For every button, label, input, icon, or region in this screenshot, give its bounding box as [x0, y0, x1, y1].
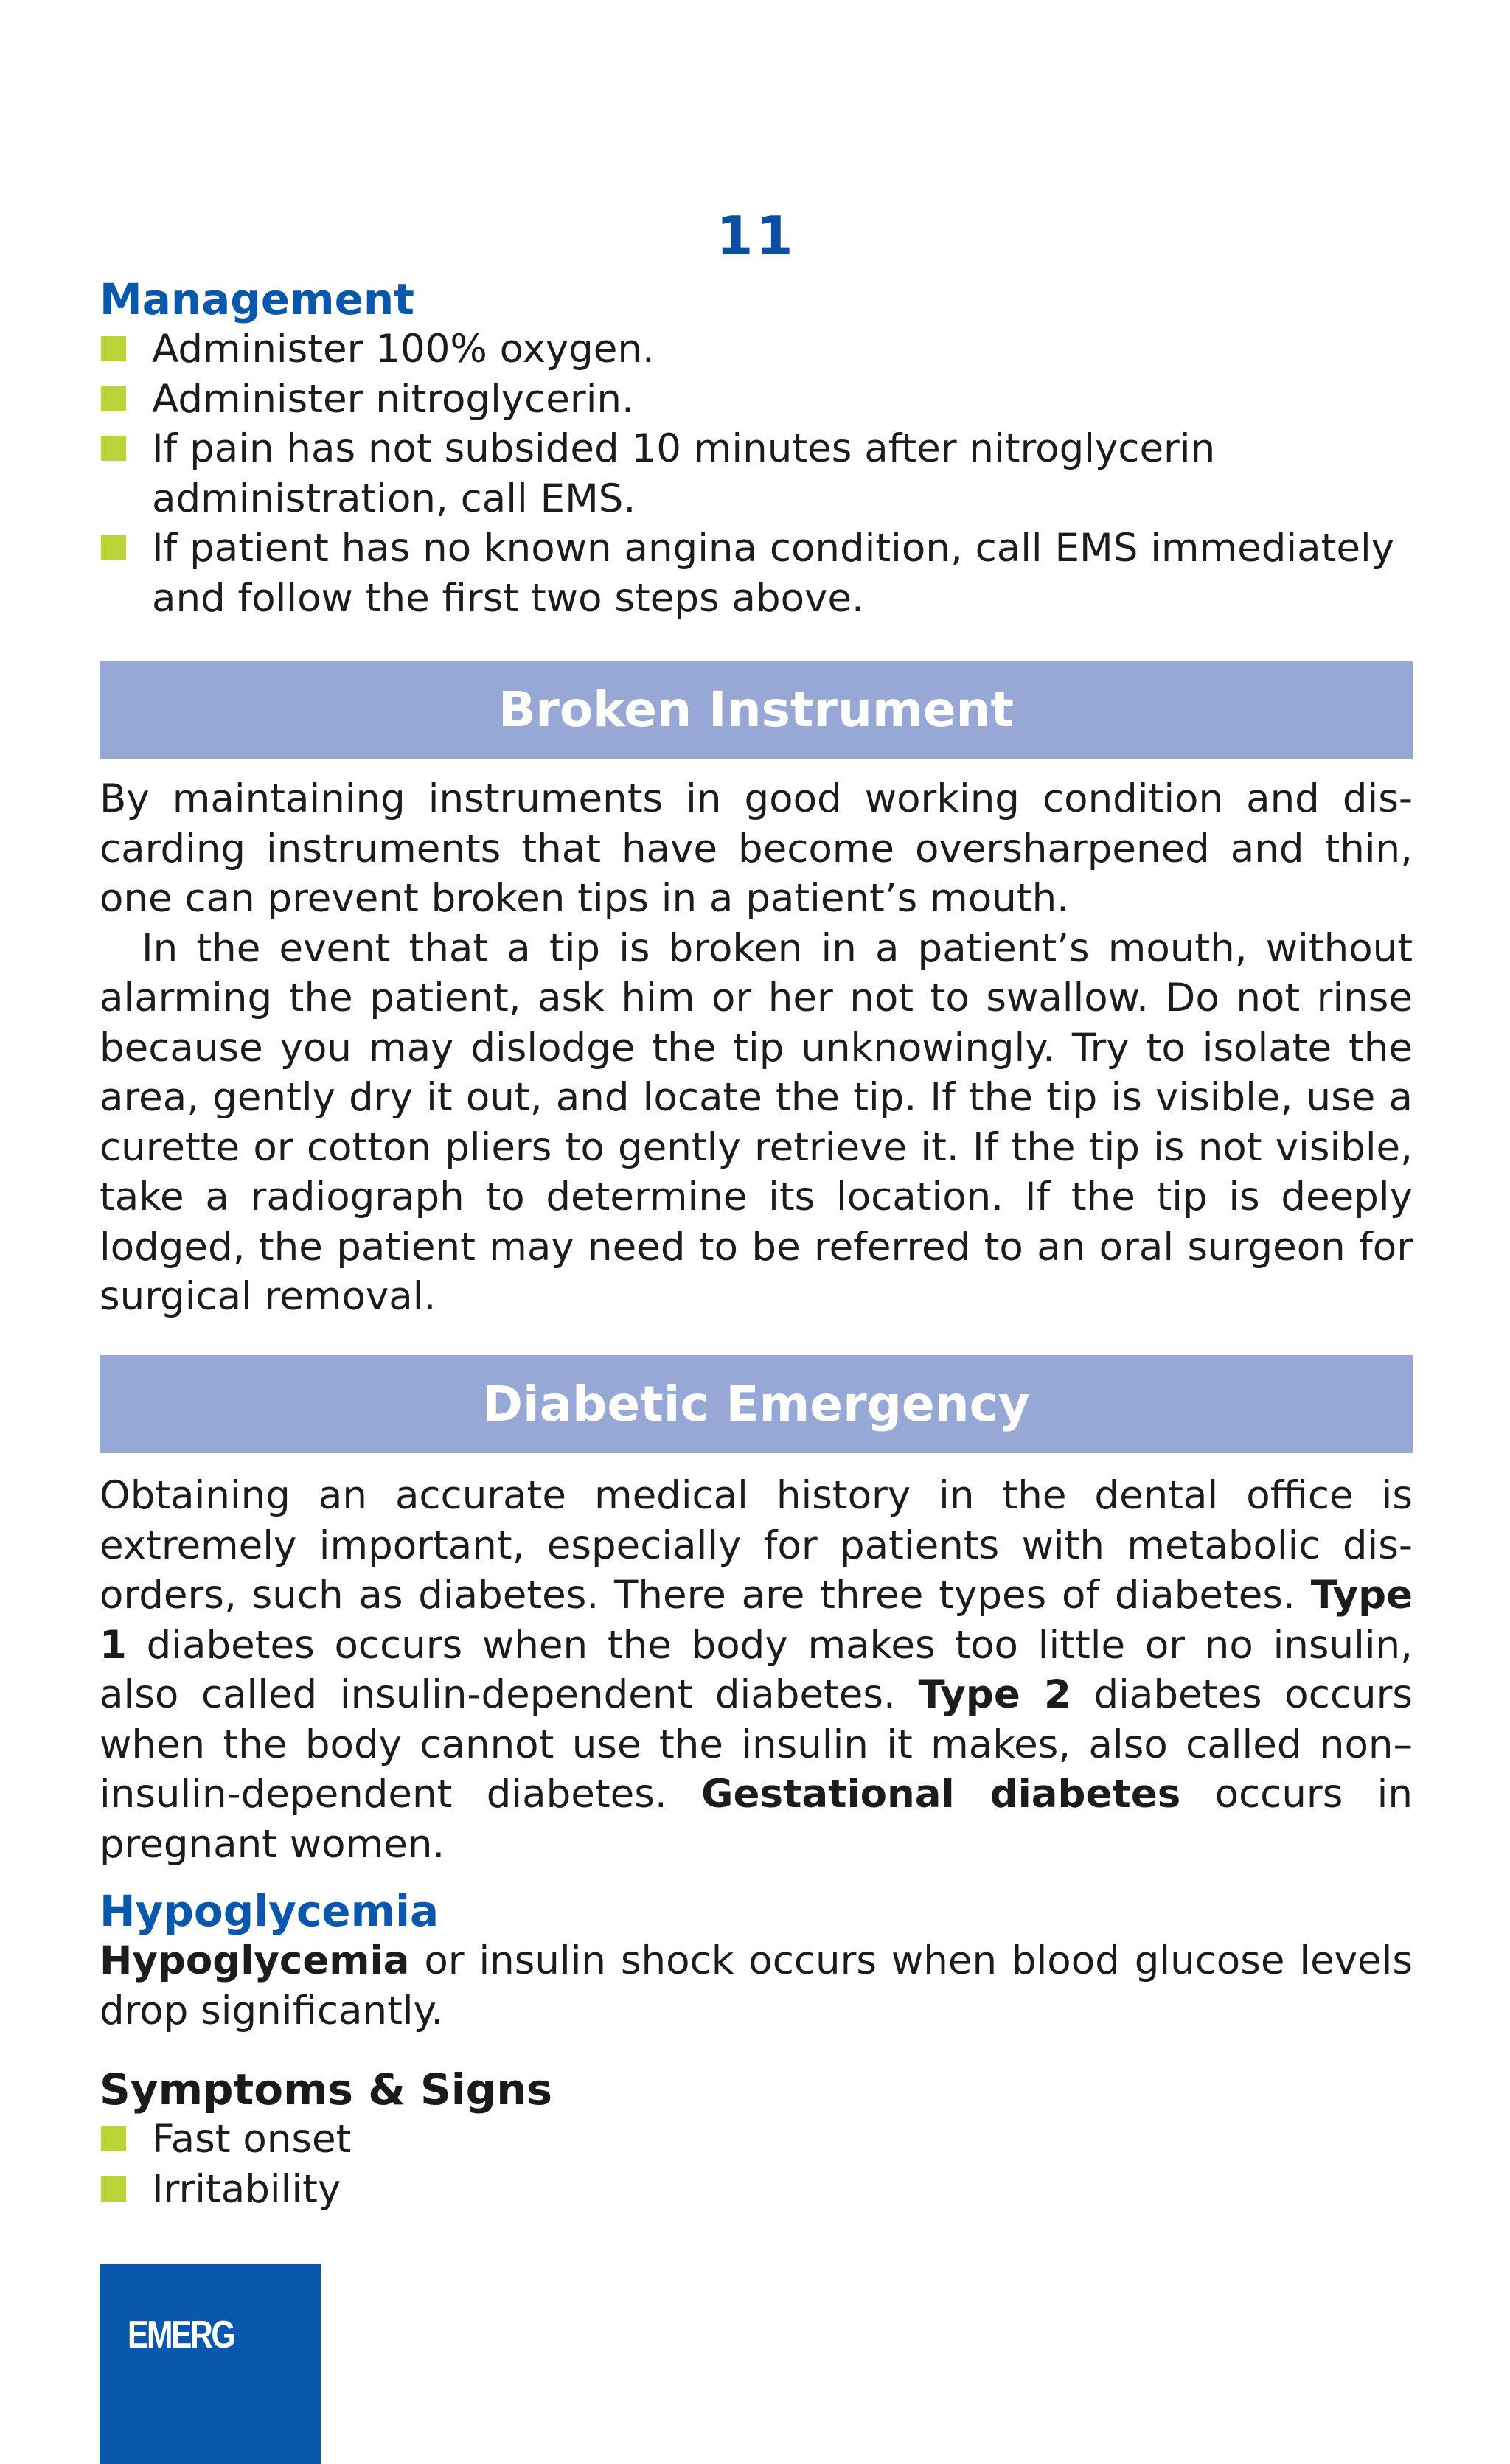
hypoglycemia-term: Hypoglycemia: [100, 1938, 410, 1983]
square-bullet-icon: [101, 2126, 126, 2151]
list-item: If pain has not subsided 10 minutes after nitroglycerin administration, call EMS.: [100, 424, 1413, 523]
list-item: If patient has no known angina condition, call EMS immediately and follow the first two steps above.: [100, 523, 1413, 623]
square-bullet-icon: [101, 386, 126, 411]
broken-instrument-section: [100, 774, 1413, 1322]
type-2-term: Type 2: [918, 1672, 1071, 1717]
section-thumb-tab: [100, 2264, 321, 2464]
symptoms-section: [100, 2064, 1413, 2214]
page-number: 11: [716, 205, 796, 267]
management-heading: Management: [100, 274, 414, 324]
section-tab-label: EMERG: [128, 2314, 234, 2356]
list-item: Administer nitroglycerin.: [100, 375, 1413, 425]
square-bullet-icon: [101, 535, 126, 560]
type-1-term: Type 1: [100, 1573, 1413, 1668]
symptoms-heading: Symptoms & Signs: [100, 2064, 553, 2115]
broken-instrument-paragraph-1: By maintaining instruments in good working condition and discarding instruments that have become oversharpened and thin, one can prevent broken tips in a patient’s mouth.: [100, 776, 1413, 921]
management-section: [100, 274, 1413, 623]
broken-instrument-banner: [100, 661, 1413, 759]
broken-instrument-paragraph-2: In the event that a tip is broken in a patient’s mouth, without alarming the patient, ask him or her not to swallow. Do not rinse because you may dislodge the tip unknowingly. Try to isolate the area, gently dry it out, and locate the tip. If the tip is visible, use a curette or cotton pliers to gently retrieve it. If the tip is not visible, take a radiograph to determine its location. If the tip is deeply lodged, the patient may need to be referred to an oral surgeon for surgical removal.: [100, 925, 1413, 1319]
management-list: [100, 324, 1413, 623]
diabetic-emergency-banner: [100, 1355, 1413, 1453]
diabetic-emergency-title: Diabetic Emergency: [482, 1375, 1030, 1433]
diabetic-emergency-section: [100, 1471, 1413, 1869]
diabetic-emergency-paragraph: Obtaining an accurate medical history in the dental office is extremely important, especially for patients with metabolic disorders, such as diabetes. There are three types of diabetes. Type 1 diabetes occurs when the body makes too little or no insulin, also called insulin-dependent diabetes. Type 2 diabetes occurs when the body cannot use the insulin it makes, also called non–insulin-dependent diabetes. Gestational diabetes occurs in pregnant women.: [100, 1473, 1413, 1867]
broken-instrument-title: Broken Instrument: [498, 681, 1015, 738]
square-bullet-icon: [101, 436, 126, 461]
symptoms-list: [100, 2115, 1413, 2214]
hypoglycemia-paragraph: Hypoglycemia or insulin shock occurs when blood glucose levels drop significantly.: [100, 1938, 1413, 2033]
list-item: Irritability: [100, 2165, 1413, 2215]
square-bullet-icon: [101, 336, 126, 361]
hypoglycemia-heading: Hypoglycemia: [100, 1886, 439, 1936]
square-bullet-icon: [101, 2176, 126, 2202]
hypoglycemia-section: [100, 1886, 1413, 2036]
list-item: Fast onset: [100, 2115, 1413, 2165]
list-item: Administer 100% oxygen.: [100, 324, 1413, 375]
gestational-term: Gestational diabetes: [701, 1772, 1181, 1817]
